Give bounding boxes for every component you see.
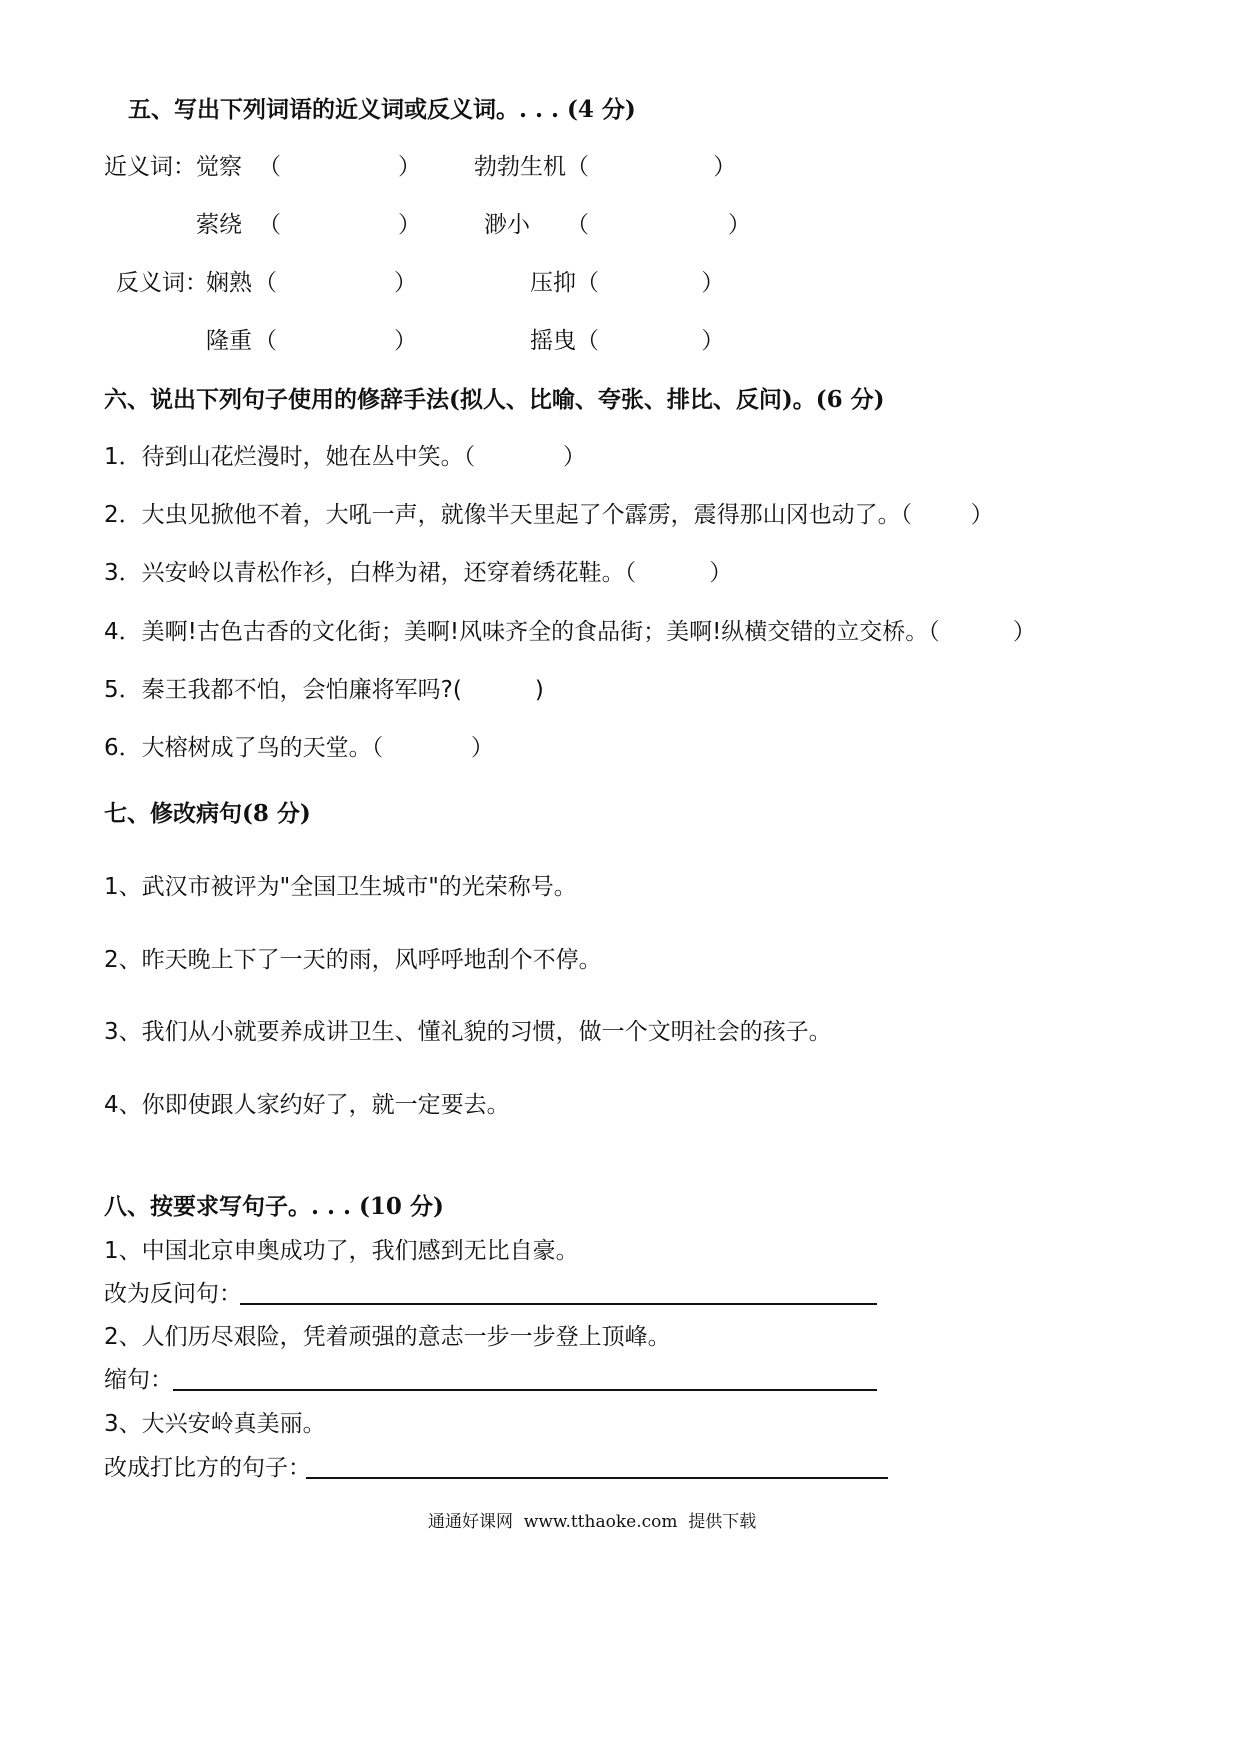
rhetoric-item: 6．大榕树成了鸟的天堂。（ ） (104, 735, 494, 761)
antonym-word: 压抑 (530, 270, 576, 296)
answer-blank[interactable]: （ ） (576, 328, 725, 354)
antonym-word: 娴熟 (206, 270, 252, 296)
section-6-title: 六、说出下列句子使用的修辞手法(拟人、比喻、夸张、排比、反问)。(6 分) (104, 386, 885, 413)
rhetoric-item: 4．美啊!古色古香的文化街；美啊!风味齐全的食品街；美啊!纵横交错的立交桥。（ ） (104, 619, 1036, 645)
sentence-item: 1、武汉市被评为"全国卫生城市"的光荣称号。 (104, 874, 577, 900)
answer-blank[interactable]: （ ） (254, 270, 417, 296)
synonym-word: 萦绕 (196, 212, 242, 238)
answer-label-1: 改为反问句： (104, 1281, 242, 1307)
question-3: 3、大兴安岭真美丽。 (104, 1411, 326, 1437)
antonym-label: 反义词： (116, 270, 208, 296)
answer-line-2[interactable] (173, 1389, 877, 1391)
rhetoric-item: 2．大虫见掀他不着，大吼一声，就像半天里起了个霹雳，震得那山冈也动了。（ ） (104, 502, 994, 528)
section-7-title: 七、修改病句(8 分) (104, 800, 311, 827)
answer-label-2: 缩句： (104, 1367, 173, 1393)
question-1: 1、中国北京申奥成功了，我们感到无比自豪。 (104, 1238, 579, 1264)
question-2: 2、人们历尽艰险，凭着顽强的意志一步一步登上顶峰。 (104, 1324, 671, 1350)
answer-line-1[interactable] (240, 1303, 877, 1305)
antonym-word: 隆重 (206, 328, 252, 354)
answer-label-3: 改成打比方的句子： (104, 1455, 311, 1481)
answer-blank[interactable]: （ ） (258, 212, 421, 238)
answer-blank[interactable]: （ ） (254, 328, 417, 354)
sentence-item: 4、你即使跟人家约好了，就一定要去。 (104, 1092, 510, 1118)
synonym-label: 近义词： (104, 154, 196, 180)
rhetoric-item: 5．秦王我都不怕，会怕廉将军吗?( ) (104, 677, 544, 703)
antonym-word: 摇曳 (530, 328, 576, 354)
section-5-title: 五、写出下列词语的近义词或反义词。. . . (4 分) (128, 96, 636, 123)
rhetoric-item: 3．兴安岭以青松作衫，白桦为裙，还穿着绣花鞋。（ ） (104, 560, 733, 586)
answer-blank[interactable]: （ ） (258, 154, 421, 180)
synonym-word: 勃勃生机 (474, 154, 566, 180)
answer-blank[interactable]: （ ） (566, 154, 737, 180)
sentence-item: 2、昨天晚上下了一天的雨，风呼呼地刮个不停。 (104, 947, 602, 973)
answer-line-3[interactable] (306, 1477, 888, 1479)
synonym-word: 渺小 (484, 212, 530, 238)
sentence-item: 3、我们从小就要养成讲卫生、懂礼貌的习惯，做一个文明社会的孩子。 (104, 1019, 832, 1045)
synonym-word: 觉察 (196, 154, 242, 180)
section-8-title: 八、按要求写句子。. . . (10 分) (104, 1193, 444, 1220)
footer-credit: 通通好课网 www.tthaoke.com 提供下载 (428, 1512, 757, 1532)
rhetoric-item: 1．待到山花烂漫时，她在丛中笑。（ ） (104, 444, 586, 470)
answer-blank[interactable]: （ ） (566, 212, 751, 238)
answer-blank[interactable]: （ ） (576, 270, 725, 296)
